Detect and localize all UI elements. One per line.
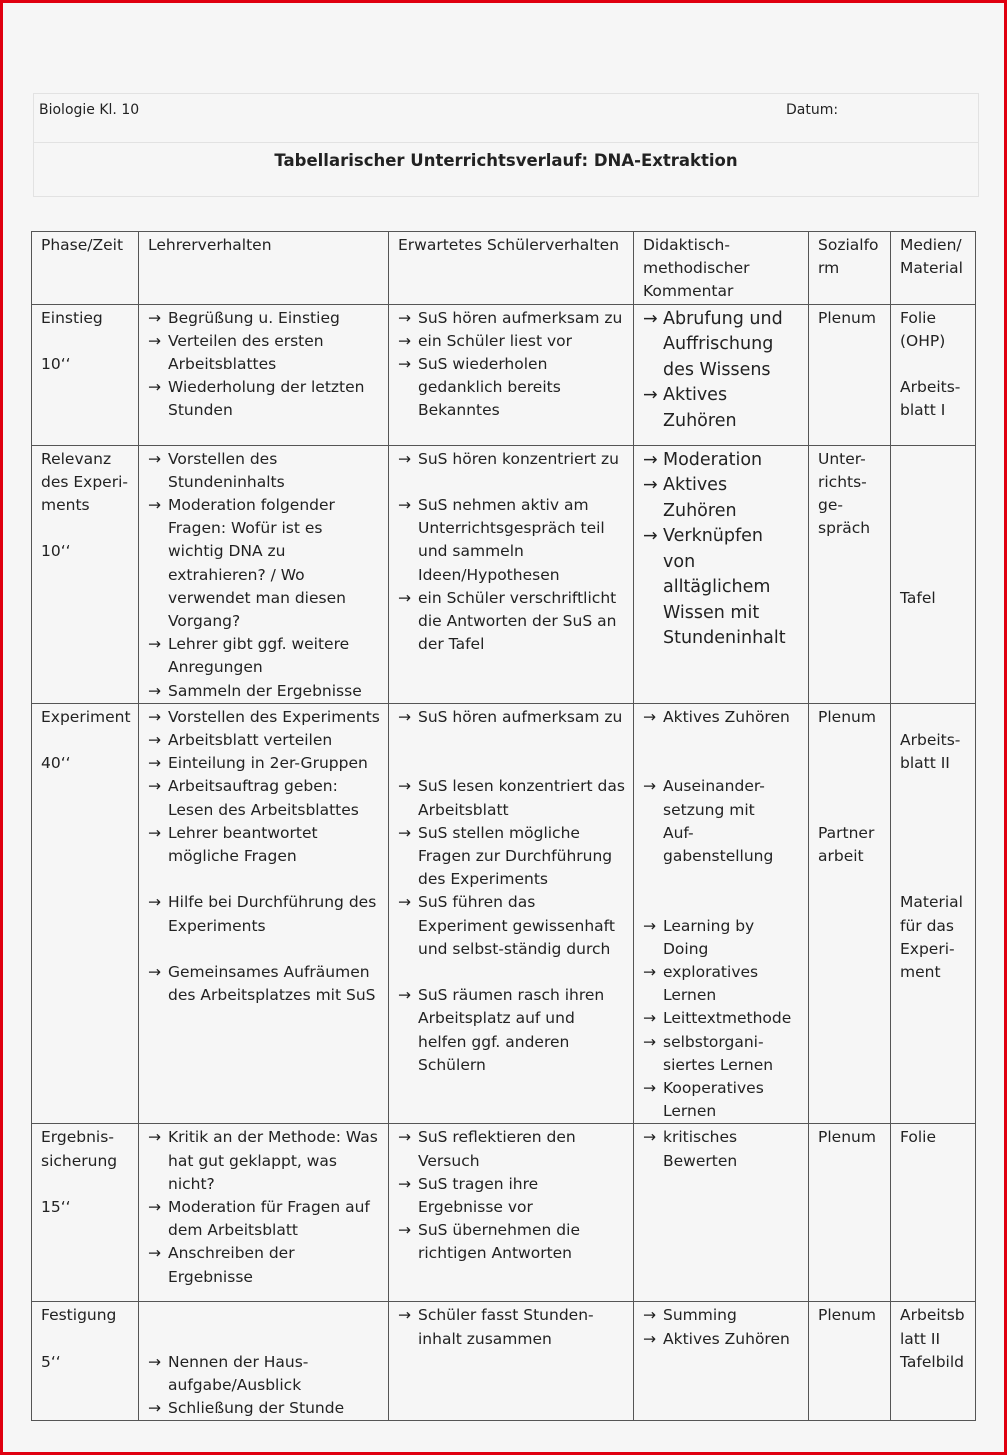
date-label: Datum: (786, 102, 839, 118)
social-cell: Plenum (809, 304, 891, 445)
media-cell: Tafel (891, 445, 976, 703)
table-row (32, 703, 976, 1124)
col-header-media: Medien/ Material (891, 232, 976, 305)
document-header (33, 93, 979, 197)
media-cell: Folie (OHP) Arbeits- blatt I (891, 304, 976, 445)
document-title: Tabellarischer Unterrichtsverlauf: DNA-Extraktion (274, 151, 738, 170)
students-cell: → SuS reflektieren den Versuch → SuS tragen ihre Ergebnisse vor → SuS übernehmen die richtigen Antworten (389, 1124, 634, 1302)
col-header-students: Erwartetes Schülerverhalten (389, 232, 634, 305)
social-cell: Plenum Partner arbeit (809, 703, 891, 1124)
table-header-row (32, 232, 976, 305)
teacher-cell: → Vorstellen des Experiments → Arbeitsblatt verteilen → Einteilung in 2er-Gruppen → Arbeitsauftrag geben: Lesen des Arbeitsblattes → Lehrer beantwortet mögliche Fragen → Hilfe bei Durchführung des Experiments → Gemeinsames Aufräumen des Arbeitsplatzes mit SuS (139, 703, 389, 1124)
teacher-cell: → Nennen der Haus-aufgabe/Ausblick → Schließung der Stunde (139, 1302, 389, 1421)
col-header-social: Sozialfo rm (809, 232, 891, 305)
teacher-cell: → Begrüßung u. Einstieg → Verteilen des ersten Arbeitsblattes → Wiederholung der letzten Stunden (139, 304, 389, 445)
students-cell: → SuS hören aufmerksam zu → SuS lesen konzentriert das Arbeitsblatt → SuS stellen mögliche Fragen zur Durchführung des Experiments → SuS führen das Experiment gewissenhaft und selbst-ständig durch → SuS räumen rasch ihren Arbeitsplatz auf und helfen ggf. anderen Schülern (389, 703, 634, 1124)
teacher-cell: → Kritik an der Methode: Was hat gut geklappt, was nicht? → Moderation für Fragen auf dem Arbeitsblatt → Anschreiben der Ergebnisse (139, 1124, 389, 1302)
social-cell: Unter- richts- ge- spräch (809, 445, 891, 703)
lesson-plan-table (31, 231, 976, 1421)
comment-cell: → Abrufung und Auffrischung des Wissens → Aktives Zuhören (634, 304, 809, 445)
phase-cell: Festigung 5‘‘ (32, 1302, 139, 1421)
teacher-cell: → Vorstellen des Stundeninhalts → Moderation folgender Fragen: Wofür ist es wichtig DNA zu extrahieren? / Wo verwendet man diesen Vorgang? → Lehrer gibt ggf. weitere Anregungen → Sammeln der Ergebnisse (139, 445, 389, 703)
phase-cell: Relevanz des Experi- ments 10‘‘ (32, 445, 139, 703)
table-row (32, 1124, 976, 1302)
phase-cell: Experiment 40‘‘ (32, 703, 139, 1124)
table-row (32, 1302, 976, 1421)
comment-cell: → Moderation → Aktives Zuhören → Verknüpfen von alltäglichem Wissen mit Stundeninhalt (634, 445, 809, 703)
media-cell: Folie (891, 1124, 976, 1302)
media-cell: Arbeits- blatt II Material für das Experi- ment (891, 703, 976, 1124)
comment-cell: → kritisches Bewerten (634, 1124, 809, 1302)
social-cell: Plenum (809, 1302, 891, 1421)
comment-cell: → Summing → Aktives Zuhören (634, 1302, 809, 1421)
course-label: Biologie Kl. 10 (39, 102, 140, 118)
document-page (3, 3, 1004, 1452)
col-header-phase: Phase/Zeit (32, 232, 139, 305)
table-row (32, 445, 976, 703)
students-cell: → Schüler fasst Stunden-inhalt zusammen (389, 1302, 634, 1421)
col-header-teacher: Lehrerverhalten (139, 232, 389, 305)
header-row (34, 94, 978, 143)
social-cell: Plenum (809, 1124, 891, 1302)
phase-cell: Einstieg 10‘‘ (32, 304, 139, 445)
phase-cell: Ergebnis- sicherung 15‘‘ (32, 1124, 139, 1302)
comment-cell: → Aktives Zuhören → Auseinander-setzung mit Auf-gabenstellung → Learning by Doing → exploratives Lernen → Leittextmethode → selbstorgani-siertes Lernen → Kooperatives Lernen (634, 703, 809, 1124)
students-cell: → SuS hören konzentriert zu → SuS nehmen aktiv am Unterrichtsgespräch teil und sammeln Ideen/Hypothesen → ein Schüler verschriftlicht die Antworten der SuS an der Tafel (389, 445, 634, 703)
media-cell: Arbeitsb latt II Tafelbild (891, 1302, 976, 1421)
students-cell: → SuS hören aufmerksam zu → ein Schüler liest vor → SuS wiederholen gedanklich bereits Bekanntes (389, 304, 634, 445)
col-header-comment: Didaktisch- methodischer Kommentar (634, 232, 809, 305)
table-row (32, 304, 976, 445)
